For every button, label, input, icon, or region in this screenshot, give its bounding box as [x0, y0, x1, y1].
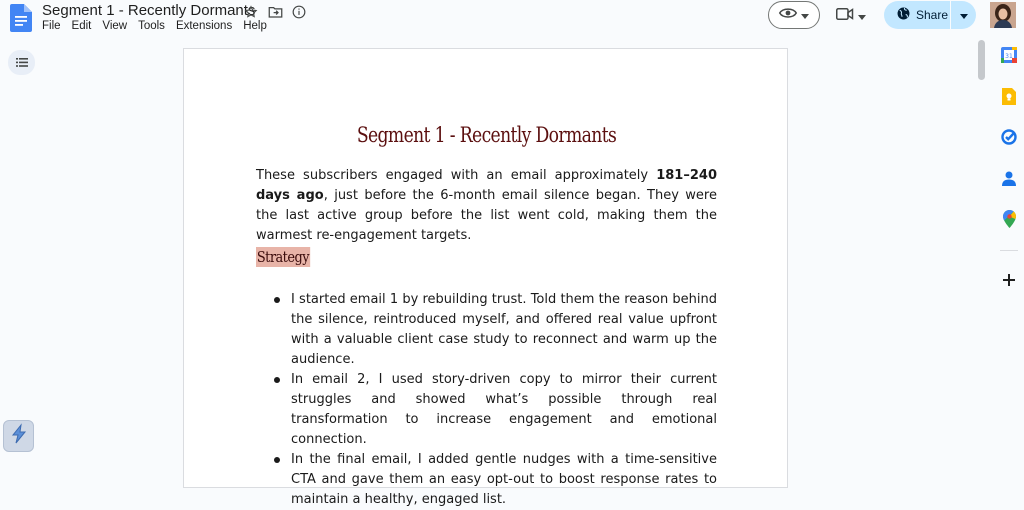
document-heading: Segment 1 - Recently Dormants — [356, 123, 617, 147]
star-icon[interactable] — [242, 3, 260, 21]
contacts-icon[interactable] — [998, 167, 1020, 189]
intro-text-start: These subscribers engaged with an email approximately — [256, 168, 657, 183]
keep-icon[interactable] — [998, 85, 1020, 107]
video-camera-icon — [836, 7, 854, 26]
account-avatar[interactable] — [990, 2, 1016, 28]
list-item: In the final email, I added gentle nudges with a time-sensitive CTA and gave them an easy opt-out to boost response rates to maintain a healthy, engaged list. — [256, 450, 717, 510]
document-page[interactable] — [183, 48, 788, 507]
intro-text-bold: 181–240 days ago — [256, 168, 717, 203]
menu-edit[interactable]: Edit — [71, 20, 92, 32]
globe-icon — [897, 7, 910, 23]
chevron-down-icon — [801, 6, 809, 24]
maps-icon[interactable] — [998, 208, 1020, 230]
top-header — [0, 0, 1024, 40]
docs-logo-icon[interactable] — [10, 4, 32, 32]
share-dropdown[interactable] — [950, 1, 976, 29]
menu-extensions[interactable]: Extensions — [175, 20, 233, 32]
menu-help[interactable]: Help — [243, 20, 267, 32]
strategy-heading: Strategy — [256, 248, 309, 266]
plus-icon[interactable] — [998, 269, 1020, 291]
side-panel — [994, 44, 1024, 310]
menu-view[interactable]: View — [102, 20, 128, 32]
share-main[interactable] — [884, 1, 950, 29]
menu-bar — [42, 20, 267, 32]
eye-icon — [779, 6, 797, 24]
vertical-scrollbar[interactable] — [978, 40, 985, 80]
share-label: Share — [916, 8, 949, 22]
list-item: I started email 1 by rebuilding trust. Told them the reason behind the silence, reintroduced myself, and offered real value upfront with a valuable client case study to reconnect and warm up the audience. — [256, 290, 717, 370]
document-title[interactable]: Segment 1 - Recently Dormants — [42, 2, 256, 19]
floating-extension-button[interactable] — [3, 420, 34, 452]
intro-paragraph — [256, 166, 717, 246]
intro-text-end: , just before the 6-month email silence began. They were the last active group before the list went cold, making them the warmest re-engagement targets. — [256, 188, 717, 243]
strategy-list — [256, 290, 717, 510]
meet-button[interactable] — [836, 5, 870, 27]
info-icon[interactable] — [290, 3, 308, 21]
side-panel-divider — [1000, 250, 1018, 251]
svg-text:31: 31 — [1005, 53, 1013, 60]
share-button[interactable] — [884, 1, 976, 29]
list-outline-icon — [16, 54, 28, 72]
lightning-icon — [9, 424, 29, 449]
calendar-icon[interactable] — [998, 44, 1020, 66]
menu-tools[interactable]: Tools — [138, 20, 165, 32]
title-actions — [242, 3, 308, 21]
chevron-down-icon — [960, 6, 968, 24]
tasks-icon[interactable] — [998, 126, 1020, 148]
list-item: In email 2, I used story-driven copy to mirror their current struggles and showed what’s possible through real transformation to increase engagement and emotional connection. — [256, 370, 717, 450]
view-mode-button[interactable] — [768, 1, 820, 29]
chevron-down-icon — [858, 7, 866, 25]
document-outline-button[interactable] — [8, 50, 35, 75]
folder-move-icon[interactable] — [266, 3, 284, 21]
menu-file[interactable]: File — [42, 20, 61, 32]
